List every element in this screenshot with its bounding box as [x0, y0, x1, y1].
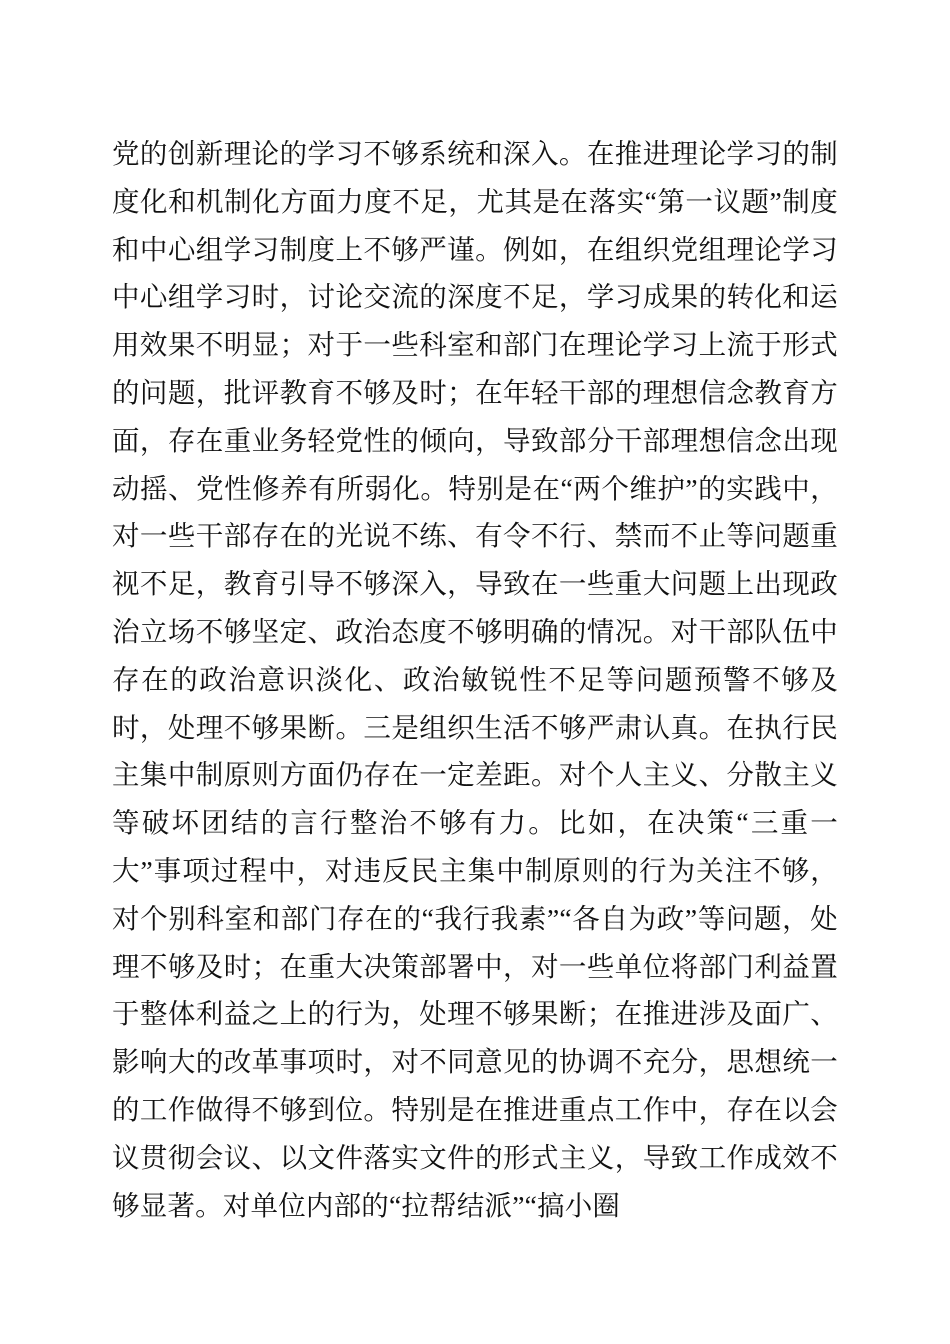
- document-body: [112, 130, 838, 1229]
- body-paragraph: 党的创新理论的学习不够系统和深入。在推进理论学习的制度化和机制化方面力度不足，尤其是在落实“第一议题”制度和中心组学习制度上不够严谨。例如，在组织党组理论学习中心组学习时，讨论交流的深度不足，学习成果的转化和运用效果不明显；对于一些科室和部门在理论学习上流于形式的问题，批评教育不够及时；在年轻干部的理想信念教育方面，存在重业务轻党性的倾向，导致部分干部理想信念出现动摇、党性修养有所弱化。特别是在“两个维护”的实践中，对一些干部存在的光说不练、有令不行、禁而不止等问题重视不足，教育引导不够深入，导致在一些重大问题上出现政治立场不够坚定、政治态度不够明确的情况。对干部队伍中存在的政治意识淡化、政治敏锐性不足等问题预警不够及时，处理不够果断。三是组织生活不够严肃认真。在执行民主集中制原则方面仍存在一定差距。对个人主义、分散主义等破坏团结的言行整治不够有力。比如，在决策“三重一大”事项过程中，对违反民主集中制原则的行为关注不够，对个别科室和部门存在的“我行我素”“各自为政”等问题，处理不够及时；在重大决策部署中，对一些单位将部门利益置于整体利益之上的行为，处理不够果断；在推进涉及面广、影响大的改革事项时，对不同意见的协调不充分，思想统一的工作做得不够到位。特别是在推进重点工作中，存在以会议贯彻会议、以文件落实文件的形式主义，导致工作成效不够显著。对单位内部的“拉帮结派”“搞小圈: [112, 138, 838, 1221]
